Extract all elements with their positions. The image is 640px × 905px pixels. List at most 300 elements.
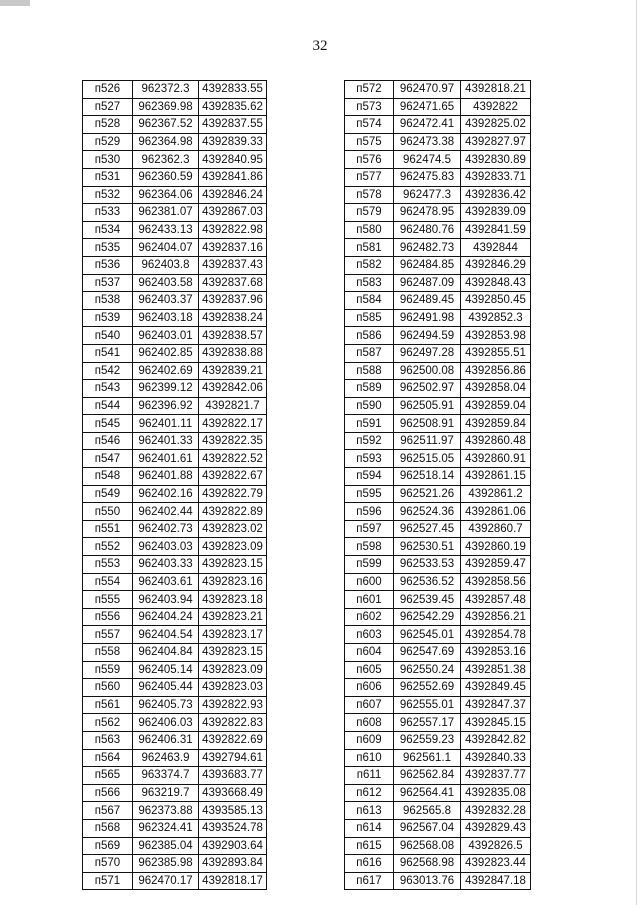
y-coordinate-cell: 4392852.3	[461, 309, 531, 327]
table-row	[83, 151, 267, 169]
point-id-cell: п589	[345, 380, 394, 398]
table-row	[345, 133, 531, 151]
point-id-cell: п585	[345, 309, 394, 327]
y-coordinate-cell: 4392822.17	[199, 415, 267, 433]
x-coordinate-cell: 962405.73	[133, 696, 199, 714]
x-coordinate-cell: 962497.28	[394, 344, 461, 362]
y-coordinate-cell: 4392825.02	[461, 116, 531, 134]
table-row	[345, 397, 531, 415]
y-coordinate-cell: 4392847.37	[461, 696, 531, 714]
y-coordinate-cell: 4392822.69	[199, 731, 267, 749]
coordinates-table-left	[82, 80, 267, 890]
table-row	[345, 731, 531, 749]
x-coordinate-cell: 962402.85	[133, 344, 199, 362]
y-coordinate-cell: 4392835.62	[199, 98, 267, 116]
table-row	[83, 872, 267, 890]
point-id-cell: п600	[345, 573, 394, 591]
table-row	[345, 485, 531, 503]
table-row	[345, 81, 531, 99]
y-coordinate-cell: 4392827.97	[461, 133, 531, 151]
y-coordinate-cell: 4392838.88	[199, 344, 267, 362]
table-row	[83, 520, 267, 538]
y-coordinate-cell: 4392853.16	[461, 644, 531, 662]
table-row	[345, 256, 531, 274]
table-row	[83, 168, 267, 186]
x-coordinate-cell: 962524.36	[394, 503, 461, 521]
y-coordinate-cell: 4392840.95	[199, 151, 267, 169]
point-id-cell: п550	[83, 503, 133, 521]
table-row	[83, 626, 267, 644]
point-id-cell: п526	[83, 81, 133, 99]
point-id-cell: п561	[83, 696, 133, 714]
point-id-cell: п535	[83, 239, 133, 257]
x-coordinate-cell: 962401.11	[133, 415, 199, 433]
table-row	[345, 661, 531, 679]
x-coordinate-cell: 962470.97	[394, 81, 461, 99]
x-coordinate-cell: 962402.73	[133, 520, 199, 538]
x-coordinate-cell: 962475.83	[394, 168, 461, 186]
y-coordinate-cell: 4392826.5	[461, 837, 531, 855]
point-id-cell: п611	[345, 767, 394, 785]
table-row	[83, 714, 267, 732]
y-coordinate-cell: 4392823.09	[199, 661, 267, 679]
x-coordinate-cell: 962555.01	[394, 696, 461, 714]
point-id-cell: п554	[83, 573, 133, 591]
point-id-cell: п548	[83, 468, 133, 486]
point-id-cell: п556	[83, 608, 133, 626]
point-id-cell: п551	[83, 520, 133, 538]
table-row	[83, 292, 267, 310]
x-coordinate-cell: 962562.84	[394, 767, 461, 785]
x-coordinate-cell: 962364.06	[133, 186, 199, 204]
point-id-cell: п616	[345, 855, 394, 873]
point-id-cell: п591	[345, 415, 394, 433]
y-coordinate-cell: 4393524.78	[199, 819, 267, 837]
x-coordinate-cell: 962545.01	[394, 626, 461, 644]
point-id-cell: п595	[345, 485, 394, 503]
x-coordinate-cell: 962533.53	[394, 556, 461, 574]
x-coordinate-cell: 962550.24	[394, 661, 461, 679]
x-coordinate-cell: 962405.44	[133, 679, 199, 697]
point-id-cell: п617	[345, 872, 394, 890]
y-coordinate-cell: 4392818.21	[461, 81, 531, 99]
x-coordinate-cell: 962403.58	[133, 274, 199, 292]
x-coordinate-cell: 962373.88	[133, 802, 199, 820]
table-row	[83, 116, 267, 134]
x-coordinate-cell: 962433.13	[133, 221, 199, 239]
x-coordinate-cell: 962557.17	[394, 714, 461, 732]
y-coordinate-cell: 4392822.83	[199, 714, 267, 732]
x-coordinate-cell: 962565.8	[394, 802, 461, 820]
y-coordinate-cell: 4392854.78	[461, 626, 531, 644]
y-coordinate-cell: 4392903.64	[199, 837, 267, 855]
table-row	[83, 133, 267, 151]
point-id-cell: п598	[345, 538, 394, 556]
y-coordinate-cell: 4392844	[461, 239, 531, 257]
x-coordinate-cell: 962399.12	[133, 380, 199, 398]
x-coordinate-cell: 962502.97	[394, 380, 461, 398]
y-coordinate-cell: 4392893.84	[199, 855, 267, 873]
point-id-cell: п527	[83, 98, 133, 116]
x-coordinate-cell: 962402.16	[133, 485, 199, 503]
y-coordinate-cell: 4392860.48	[461, 432, 531, 450]
table-row	[83, 784, 267, 802]
y-coordinate-cell: 4392846.24	[199, 186, 267, 204]
table-row	[345, 626, 531, 644]
point-id-cell: п541	[83, 344, 133, 362]
table-row	[345, 186, 531, 204]
x-coordinate-cell: 962385.98	[133, 855, 199, 873]
y-coordinate-cell: 4392848.43	[461, 274, 531, 292]
y-coordinate-cell: 4393585.13	[199, 802, 267, 820]
point-id-cell: п547	[83, 450, 133, 468]
y-coordinate-cell: 4392842.82	[461, 731, 531, 749]
table-row	[83, 679, 267, 697]
y-coordinate-cell: 4392833.71	[461, 168, 531, 186]
table-row	[345, 872, 531, 890]
y-coordinate-cell: 4392837.96	[199, 292, 267, 310]
table-row	[83, 415, 267, 433]
table-row	[345, 380, 531, 398]
y-coordinate-cell: 4392837.77	[461, 767, 531, 785]
y-coordinate-cell: 4392859.84	[461, 415, 531, 433]
x-coordinate-cell: 962489.45	[394, 292, 461, 310]
y-coordinate-cell: 4392858.56	[461, 573, 531, 591]
y-coordinate-cell: 4392829.43	[461, 819, 531, 837]
coordinates-table-body	[83, 81, 267, 890]
x-coordinate-cell: 962536.52	[394, 573, 461, 591]
table-row	[83, 81, 267, 99]
y-coordinate-cell: 4392823.18	[199, 591, 267, 609]
x-coordinate-cell: 962403.94	[133, 591, 199, 609]
y-coordinate-cell: 4392835.08	[461, 784, 531, 802]
y-coordinate-cell: 4392846.29	[461, 256, 531, 274]
x-coordinate-cell: 962403.33	[133, 556, 199, 574]
table-row	[83, 802, 267, 820]
point-id-cell: п602	[345, 608, 394, 626]
page-number: 32	[312, 38, 328, 54]
table-row	[83, 204, 267, 222]
table-row	[83, 397, 267, 415]
point-id-cell: п604	[345, 644, 394, 662]
x-coordinate-cell: 962568.98	[394, 855, 461, 873]
point-id-cell: п579	[345, 204, 394, 222]
y-coordinate-cell: 4392853.98	[461, 327, 531, 345]
x-coordinate-cell: 962547.69	[394, 644, 461, 662]
table-row	[83, 556, 267, 574]
point-id-cell: п565	[83, 767, 133, 785]
x-coordinate-cell: 962362.3	[133, 151, 199, 169]
table-row	[83, 661, 267, 679]
table-row	[83, 855, 267, 873]
point-id-cell: п613	[345, 802, 394, 820]
point-id-cell: п605	[345, 661, 394, 679]
x-coordinate-cell: 962401.61	[133, 450, 199, 468]
x-coordinate-cell: 962521.26	[394, 485, 461, 503]
table-row	[345, 116, 531, 134]
y-coordinate-cell: 4392849.45	[461, 679, 531, 697]
table-row	[345, 432, 531, 450]
x-coordinate-cell: 962552.69	[394, 679, 461, 697]
point-id-cell: п543	[83, 380, 133, 398]
point-id-cell: п576	[345, 151, 394, 169]
point-id-cell: п566	[83, 784, 133, 802]
y-coordinate-cell: 4392823.17	[199, 626, 267, 644]
table-row	[83, 819, 267, 837]
table-row	[83, 327, 267, 345]
y-coordinate-cell: 4392842.06	[199, 380, 267, 398]
x-coordinate-cell: 962406.03	[133, 714, 199, 732]
y-coordinate-cell: 4392839.33	[199, 133, 267, 151]
table-row	[345, 239, 531, 257]
x-coordinate-cell: 962404.84	[133, 644, 199, 662]
point-id-cell: п571	[83, 872, 133, 890]
coordinates-table-right	[344, 80, 531, 890]
table-row	[345, 679, 531, 697]
y-coordinate-cell: 4392861.2	[461, 485, 531, 503]
y-coordinate-cell: 4392822.89	[199, 503, 267, 521]
table-row	[345, 608, 531, 626]
x-coordinate-cell: 962402.69	[133, 362, 199, 380]
x-coordinate-cell: 962511.97	[394, 432, 461, 450]
point-id-cell: п594	[345, 468, 394, 486]
y-coordinate-cell: 4393668.49	[199, 784, 267, 802]
table-row	[83, 344, 267, 362]
x-coordinate-cell: 962405.14	[133, 661, 199, 679]
table-row	[345, 749, 531, 767]
x-coordinate-cell: 962360.59	[133, 168, 199, 186]
point-id-cell: п573	[345, 98, 394, 116]
table-row	[345, 468, 531, 486]
point-id-cell: п553	[83, 556, 133, 574]
point-id-cell: п559	[83, 661, 133, 679]
point-id-cell: п528	[83, 116, 133, 134]
table-row	[345, 98, 531, 116]
table-row	[83, 573, 267, 591]
y-coordinate-cell: 4392858.04	[461, 380, 531, 398]
x-coordinate-cell: 962487.09	[394, 274, 461, 292]
table-row	[83, 186, 267, 204]
y-coordinate-cell: 4392818.17	[199, 872, 267, 890]
x-coordinate-cell: 962463.9	[133, 749, 199, 767]
x-coordinate-cell: 962500.08	[394, 362, 461, 380]
x-coordinate-cell: 962403.37	[133, 292, 199, 310]
table-row	[83, 468, 267, 486]
table-row	[345, 292, 531, 310]
y-coordinate-cell: 4392839.21	[199, 362, 267, 380]
point-id-cell: п555	[83, 591, 133, 609]
point-id-cell: п532	[83, 186, 133, 204]
y-coordinate-cell: 4392822	[461, 98, 531, 116]
point-id-cell: п574	[345, 116, 394, 134]
y-coordinate-cell: 4392822.67	[199, 468, 267, 486]
table-row	[345, 151, 531, 169]
point-id-cell: п587	[345, 344, 394, 362]
x-coordinate-cell: 962480.76	[394, 221, 461, 239]
y-coordinate-cell: 4392833.55	[199, 81, 267, 99]
x-coordinate-cell: 962385.04	[133, 837, 199, 855]
table-row	[83, 380, 267, 398]
x-coordinate-cell: 962482.73	[394, 239, 461, 257]
table-row	[345, 520, 531, 538]
y-coordinate-cell: 4392822.35	[199, 432, 267, 450]
y-coordinate-cell: 4392847.18	[461, 872, 531, 890]
point-id-cell: п601	[345, 591, 394, 609]
table-row	[345, 309, 531, 327]
x-coordinate-cell: 962369.98	[133, 98, 199, 116]
y-coordinate-cell: 4392839.09	[461, 204, 531, 222]
y-coordinate-cell: 4392838.57	[199, 327, 267, 345]
x-coordinate-cell: 962478.95	[394, 204, 461, 222]
point-id-cell: п537	[83, 274, 133, 292]
table-row	[345, 274, 531, 292]
x-coordinate-cell: 962324.41	[133, 819, 199, 837]
y-coordinate-cell: 4392822.93	[199, 696, 267, 714]
point-id-cell: п593	[345, 450, 394, 468]
x-coordinate-cell: 963013.76	[394, 872, 461, 890]
x-coordinate-cell: 962381.07	[133, 204, 199, 222]
table-row	[83, 767, 267, 785]
point-id-cell: п615	[345, 837, 394, 855]
table-row	[345, 556, 531, 574]
x-coordinate-cell: 962402.44	[133, 503, 199, 521]
y-coordinate-cell: 4392851.38	[461, 661, 531, 679]
point-id-cell: п596	[345, 503, 394, 521]
point-id-cell: п609	[345, 731, 394, 749]
table-row	[345, 644, 531, 662]
y-coordinate-cell: 4392794.61	[199, 749, 267, 767]
table-row	[345, 784, 531, 802]
y-coordinate-cell: 4392860.91	[461, 450, 531, 468]
y-coordinate-cell: 4392855.51	[461, 344, 531, 362]
table-row	[345, 327, 531, 345]
point-id-cell: п572	[345, 81, 394, 99]
table-row	[83, 696, 267, 714]
table-row	[83, 644, 267, 662]
x-coordinate-cell: 962505.91	[394, 397, 461, 415]
scan-artifact	[0, 0, 30, 6]
y-coordinate-cell: 4392850.45	[461, 292, 531, 310]
x-coordinate-cell: 962403.03	[133, 538, 199, 556]
table-row	[345, 362, 531, 380]
x-coordinate-cell: 962561.1	[394, 749, 461, 767]
y-coordinate-cell: 4392856.21	[461, 608, 531, 626]
point-id-cell: п606	[345, 679, 394, 697]
table-row	[345, 819, 531, 837]
table-row	[345, 591, 531, 609]
point-id-cell: п534	[83, 221, 133, 239]
point-id-cell: п540	[83, 327, 133, 345]
x-coordinate-cell: 962542.29	[394, 608, 461, 626]
y-coordinate-cell: 4392837.16	[199, 239, 267, 257]
x-coordinate-cell: 962508.91	[394, 415, 461, 433]
y-coordinate-cell: 4392859.47	[461, 556, 531, 574]
x-coordinate-cell: 962473.38	[394, 133, 461, 151]
table-row	[83, 256, 267, 274]
point-id-cell: п597	[345, 520, 394, 538]
x-coordinate-cell: 962539.45	[394, 591, 461, 609]
table-row	[83, 274, 267, 292]
x-coordinate-cell: 962404.54	[133, 626, 199, 644]
table-row	[83, 221, 267, 239]
x-coordinate-cell: 962367.52	[133, 116, 199, 134]
y-coordinate-cell: 4392861.06	[461, 503, 531, 521]
x-coordinate-cell: 962403.18	[133, 309, 199, 327]
y-coordinate-cell: 4393683.77	[199, 767, 267, 785]
x-coordinate-cell: 962494.59	[394, 327, 461, 345]
y-coordinate-cell: 4392823.09	[199, 538, 267, 556]
table-row	[83, 362, 267, 380]
point-id-cell: п533	[83, 204, 133, 222]
x-coordinate-cell: 962401.33	[133, 432, 199, 450]
table-row	[83, 239, 267, 257]
table-row	[83, 731, 267, 749]
y-coordinate-cell: 4392840.33	[461, 749, 531, 767]
table-row	[83, 608, 267, 626]
x-coordinate-cell: 962518.14	[394, 468, 461, 486]
x-coordinate-cell: 962404.07	[133, 239, 199, 257]
point-id-cell: п578	[345, 186, 394, 204]
point-id-cell: п557	[83, 626, 133, 644]
table-row	[83, 98, 267, 116]
point-id-cell: п539	[83, 309, 133, 327]
point-id-cell: п588	[345, 362, 394, 380]
point-id-cell: п582	[345, 256, 394, 274]
y-coordinate-cell: 4392845.15	[461, 714, 531, 732]
point-id-cell: п546	[83, 432, 133, 450]
point-id-cell: п577	[345, 168, 394, 186]
y-coordinate-cell: 4392823.15	[199, 556, 267, 574]
table-row	[83, 749, 267, 767]
y-coordinate-cell: 4392836.42	[461, 186, 531, 204]
table-row	[345, 802, 531, 820]
point-id-cell: п529	[83, 133, 133, 151]
x-coordinate-cell: 962477.3	[394, 186, 461, 204]
y-coordinate-cell: 4392822.79	[199, 485, 267, 503]
table-row	[345, 221, 531, 239]
y-coordinate-cell: 4392838.24	[199, 309, 267, 327]
x-coordinate-cell: 962401.88	[133, 468, 199, 486]
x-coordinate-cell: 962396.92	[133, 397, 199, 415]
y-coordinate-cell: 4392822.98	[199, 221, 267, 239]
point-id-cell: п614	[345, 819, 394, 837]
point-id-cell: п607	[345, 696, 394, 714]
x-coordinate-cell: 962527.45	[394, 520, 461, 538]
y-coordinate-cell: 4392832.28	[461, 802, 531, 820]
y-coordinate-cell: 4392823.44	[461, 855, 531, 873]
x-coordinate-cell: 962470.17	[133, 872, 199, 890]
table-row	[345, 168, 531, 186]
point-id-cell: п531	[83, 168, 133, 186]
point-id-cell: п584	[345, 292, 394, 310]
table-row	[83, 432, 267, 450]
x-coordinate-cell: 963374.7	[133, 767, 199, 785]
point-id-cell: п549	[83, 485, 133, 503]
y-coordinate-cell: 4392867.03	[199, 204, 267, 222]
point-id-cell: п590	[345, 397, 394, 415]
point-id-cell: п608	[345, 714, 394, 732]
point-id-cell: п562	[83, 714, 133, 732]
y-coordinate-cell: 4392837.43	[199, 256, 267, 274]
y-coordinate-cell: 4392830.89	[461, 151, 531, 169]
x-coordinate-cell: 962403.01	[133, 327, 199, 345]
x-coordinate-cell: 962559.23	[394, 731, 461, 749]
point-id-cell: п538	[83, 292, 133, 310]
y-coordinate-cell: 4392859.04	[461, 397, 531, 415]
x-coordinate-cell: 962530.51	[394, 538, 461, 556]
coordinates-table-body	[345, 81, 531, 890]
table-row	[345, 714, 531, 732]
